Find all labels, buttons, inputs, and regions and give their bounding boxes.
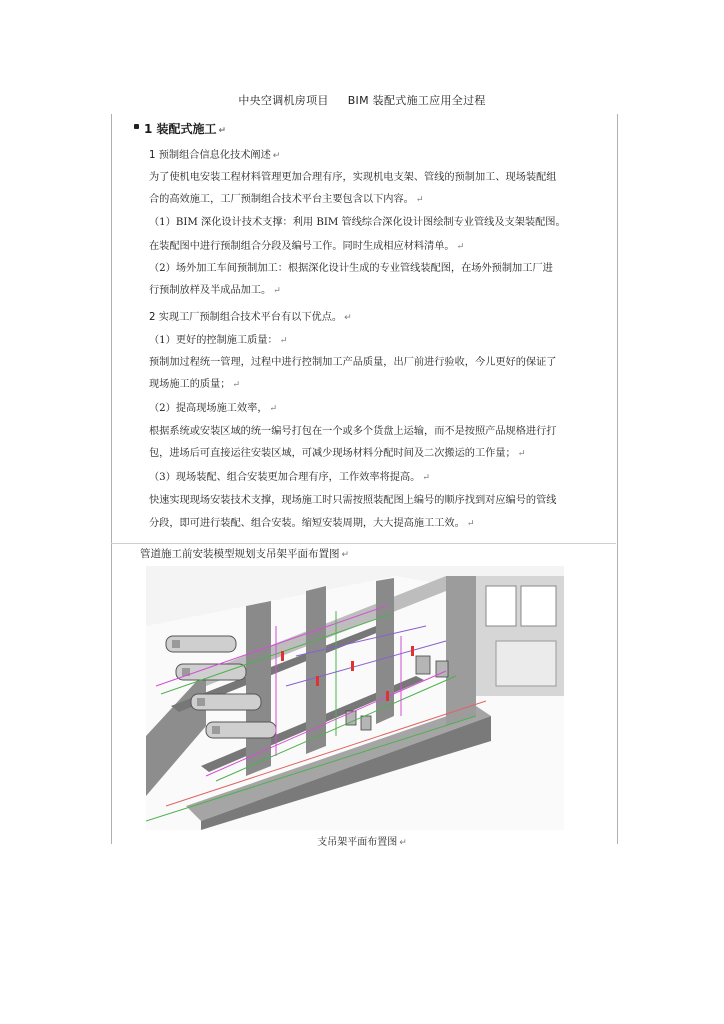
figure-title (140, 546, 349, 561)
body-line-text: 行预制放样及半成品加工。 (149, 285, 272, 296)
body-line (149, 149, 611, 163)
paragraph-mark: ↵ (218, 126, 227, 136)
paragraph-mark: ↵ (272, 151, 281, 161)
paragraph-mark: ↵ (456, 242, 465, 252)
paragraph-mark: ↵ (415, 195, 424, 205)
bim-3d-model-illustration (146, 566, 564, 830)
body-line (149, 171, 611, 185)
body-line-text: 预制加过程统一管理，过程中进行控制加工产品质量，出厂前进行验收，今儿更好的保证了 (149, 357, 557, 368)
body-line-text: （3）现场装配、组合安装更加合理有序，工作效率将提高。 (149, 472, 421, 483)
paragraph-mark: ↵ (344, 313, 352, 323)
body-line (149, 216, 611, 230)
body-line (149, 262, 611, 276)
figure-caption-text: 支吊架平面布置图 (317, 837, 398, 848)
body-line (149, 356, 611, 370)
body-line (149, 447, 611, 461)
body-line (149, 402, 611, 416)
body-line-text: （1）更好的控制施工质量： (149, 335, 278, 346)
body-line-text: 分段，即可进行装配、组合安装。缩短安装周期，大大提高施工工效。 (149, 518, 465, 529)
body-line-text: 2 实现工厂预制组合技术平台有以下优点。 (149, 312, 343, 323)
paragraph-mark: ↵ (399, 838, 407, 848)
body-line (149, 284, 611, 298)
body-line-text: （1）BIM 深化设计技术支撑：利用 BIM 管线综合深化设计图绘制专业管线及支架装配图。 (149, 217, 566, 228)
body-line (149, 240, 611, 254)
paragraph-mark: ↵ (422, 473, 430, 483)
body-line-text: 1 预制组合信息化技术阐述 (149, 150, 271, 161)
body-line-text: 包，进场后可直接运往安装区域，可减少现场材料分配时间及二次搬运的工作量； (149, 448, 516, 459)
paragraph-mark: ↵ (232, 380, 241, 390)
paragraph-mark: ↵ (517, 449, 526, 459)
paragraph-mark: ↵ (341, 550, 350, 560)
body-line (149, 378, 611, 392)
body-line (149, 471, 611, 485)
body-line-text: 为了使机电安装工程材料管理更加合理有序，实现机电支架、管线的预制加工、现场装配组 (149, 172, 557, 183)
figure-divider (111, 543, 616, 544)
body-line (149, 334, 611, 348)
body-line-text: （2）提高现场施工效率， (149, 403, 268, 414)
paragraph-mark: ↵ (273, 286, 281, 296)
body-line (149, 193, 611, 207)
paragraph-mark: ↵ (269, 404, 278, 414)
section-bullet (134, 124, 139, 129)
section-title-text: 1 装配式施工 (144, 122, 217, 136)
body-line-text: 在装配图中进行预制组合分段及编号工作。同时生成相应材料清单。 (149, 241, 455, 252)
body-line-text: 合的高效施工，工厂预制组合技术平台主要包含以下内容。 (149, 194, 414, 205)
paragraph-mark: ↵ (279, 336, 288, 346)
body-line (149, 311, 611, 325)
body-line-text: 根据系统或安装区域的统一编号打包在一个或多个货盘上运输，而不是按照产品规格进行打 (149, 426, 557, 437)
body-line (149, 517, 611, 531)
body-line (149, 425, 611, 439)
section-title (144, 120, 226, 137)
body-line (149, 494, 611, 508)
body-line-text: （2）场外加工车间预制加工：根据深化设计生成的专业管线装配图，在场外预制加工厂进 (149, 263, 553, 274)
figure-title-text: 管道施工前安装模型规划支吊架平面布置图 (140, 548, 340, 560)
figure-caption (0, 833, 724, 848)
page-header: 中央空调机房项目 BIM 装配式施工应用全过程 (238, 94, 486, 107)
paragraph-mark: ↵ (466, 519, 475, 529)
bim-model-image (146, 566, 564, 830)
body-line-text: 快速实现现场安装技术支撑，现场施工时只需按照装配图上编号的顺序找到对应编号的管线 (149, 495, 557, 506)
body-line-text: 现场施工的质量； (149, 379, 231, 390)
